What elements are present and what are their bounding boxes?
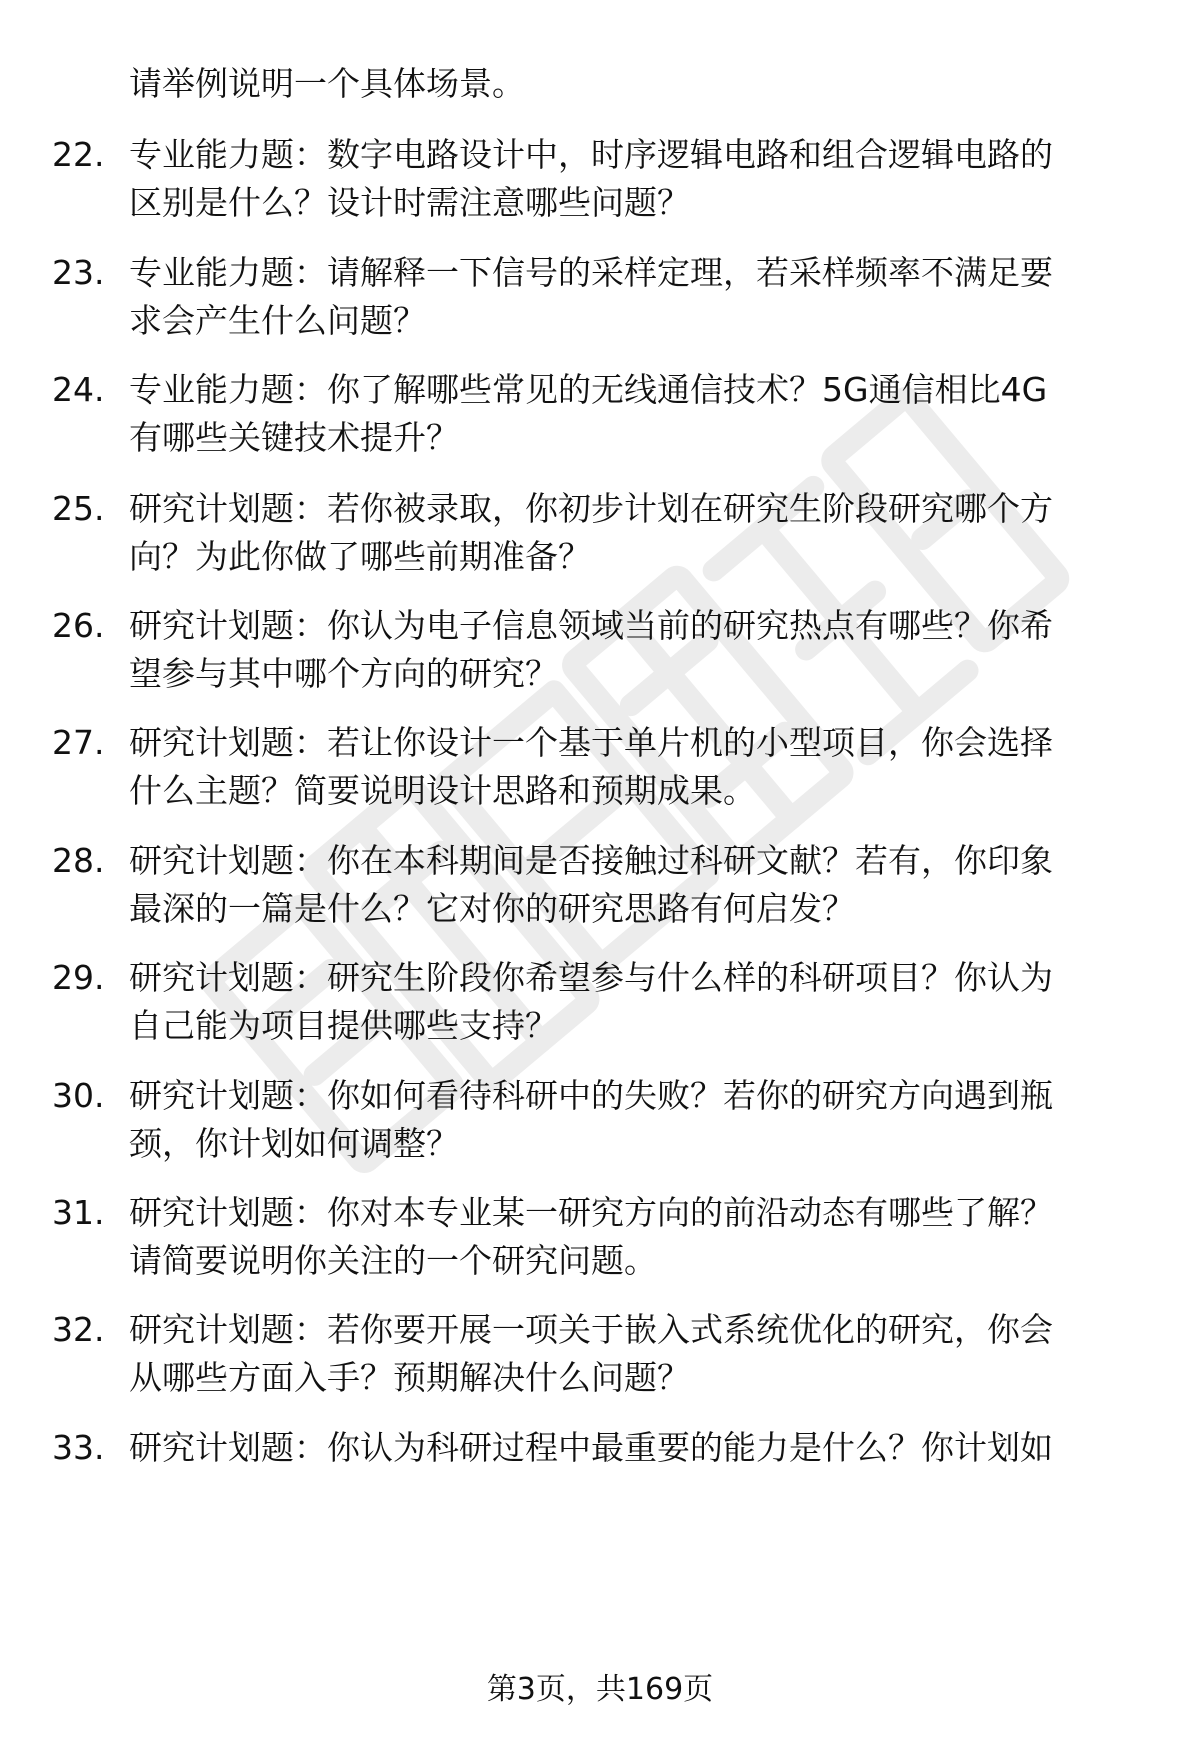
question-line: 研究计划题：你如何看待科研中的失败？若你的研究方向遇到瓶 [129,1076,1053,1115]
question-number: 22. [52,135,105,174]
question-line: 专业能力题：数字电路设计中，时序逻辑电路和组合逻辑电路的 [129,135,1053,174]
question-item [0,1072,1200,1172]
question-line: 专业能力题：请解释一下信号的采样定理，若采样频率不满足要 [129,253,1053,292]
question-text [129,1306,1139,1402]
question-line: 请简要说明你关注的一个研究问题。 [129,1241,657,1280]
question-number: 31. [52,1193,105,1232]
question-item [0,1189,1200,1289]
question-item [0,954,1200,1054]
question-text [129,719,1139,815]
question-line: 研究计划题：若你要开展一项关于嵌入式系统优化的研究，你会 [129,1310,1053,1349]
question-number: 23. [52,253,105,292]
question-line: 颈，你计划如何调整？ [129,1124,459,1163]
question-item [0,837,1200,937]
question-item [0,1306,1200,1406]
question-line: 自己能为项目提供哪些支持？ [129,1006,558,1045]
question-line: 研究计划题：你认为科研过程中最重要的能力是什么？你计划如 [129,1428,1053,1467]
question-line: 研究计划题：若让你设计一个基于单片机的小型项目，你会选择 [129,723,1053,762]
question-line: 最深的一篇是什么？它对你的研究思路有何启发？ [129,889,855,928]
question-line: 研究计划题：你认为电子信息领域当前的研究热点有哪些？你希 [129,606,1053,645]
page-footer: 第3页，共169页 [486,1672,714,1707]
question-item [0,366,1200,466]
question-text [129,954,1139,1050]
question-number: 32. [52,1310,105,1349]
question-number: 24. [52,370,105,409]
question-text [129,131,1139,227]
question-item [0,131,1200,231]
question-line: 从哪些方面入手？预期解决什么问题？ [129,1358,690,1397]
question-item [0,602,1200,702]
question-line: 望参与其中哪个方向的研究？ [129,654,558,693]
question-text [129,249,1139,345]
question-number: 26. [52,606,105,645]
question-text [129,1072,1139,1168]
question-line: 研究计划题：你在本科期间是否接触过科研文献？若有，你印象 [129,841,1053,880]
question-number: 33. [52,1428,105,1467]
question-text [129,485,1139,581]
question-number: 28. [52,841,105,880]
question-line: 研究计划题：研究生阶段你希望参与什么样的科研项目？你认为 [129,958,1053,997]
question-line: 研究计划题：你对本专业某一研究方向的前沿动态有哪些了解？ [129,1193,1053,1232]
question-text [129,1424,1139,1472]
question-text [129,837,1139,933]
question-item [0,249,1200,349]
question-line: 什么主题？简要说明设计思路和预期成果。 [129,771,756,810]
question-line: 向？为此你做了哪些前期准备？ [129,537,591,576]
question-line: 有哪些关键技术提升？ [129,418,459,457]
question-line: 区别是什么？设计时需注意哪些问题？ [129,183,690,222]
question-text [129,366,1139,462]
continued-text: 请举例说明一个具体场景。 [129,64,525,103]
question-number: 25. [52,489,105,528]
question-number: 30. [52,1076,105,1115]
question-item [0,485,1200,585]
question-item [0,719,1200,819]
question-line: 专业能力题：你了解哪些常见的无线通信技术？5G通信相比4G [129,370,1048,409]
question-text [129,1189,1139,1285]
question-item [0,1424,1200,1524]
question-number: 29. [52,958,105,997]
question-line: 求会产生什么问题？ [129,301,426,340]
question-line: 研究计划题：若你被录取，你初步计划在研究生阶段研究哪个方 [129,489,1053,528]
question-number: 27. [52,723,105,762]
question-text [129,602,1139,698]
